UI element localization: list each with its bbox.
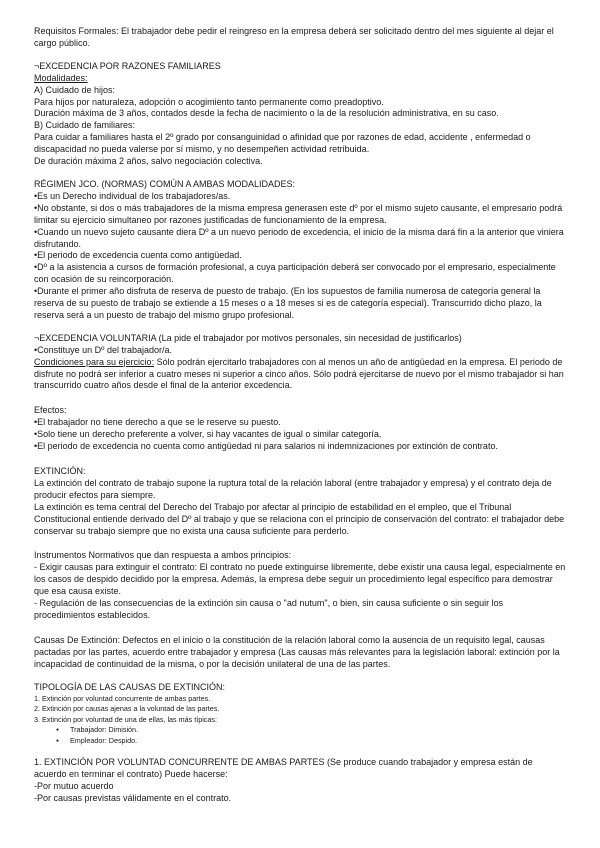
modalidades-heading: Modalidades: [34, 72, 88, 83]
familiares-heading: B) Cuidado de familiares: [34, 120, 136, 131]
tipologia-item: 1. Extinción por voluntad concurrente de ambas partes. [34, 693, 211, 703]
familiares-line-2: De duración máxima 2 años, salvo negociación colectiva. [34, 156, 263, 167]
requisitos-formales: Requisitos Formales: El trabajador debe pedir el reingreso en la empresa deberá ser solicitado dentro del mes siguiente al dejar el cargo público. [34, 26, 554, 48]
regimen-item: •Es un Derecho individual de los trabajadores/as. [34, 190, 231, 201]
section-1-item: -Por causas previstas válidamente en el contrato. [34, 793, 232, 804]
causas-section [34, 635, 566, 671]
regimen-item: •Durante el primer año disfruta de reserva de puesto de trabajo. (En los supuestos de familia numerosa de categoría general la reserva de su puesto de trabajo se extiende a 15 meses o a 18 meses si es de categoría especial). Transcurrido dicho plazo, la reserva será a un puesto de trabajo del mismo grupo profesional. [34, 286, 542, 320]
voluntaria-condiciones [34, 357, 566, 393]
familiares-section [34, 61, 566, 168]
instrumentos-section [34, 550, 566, 621]
hijos-line-2: Duración máxima de 3 años, contados desde la fecha de nacimiento o la de la resolución administrativa, en su caso. [34, 108, 499, 119]
instrumentos-item-1: - Exigir causas para extinguir el contrato: El contrato no puede extinguirse libremente, debe existir una causa legal, especialmente en los casos de despido decidido por la empresa. Además, la empresa debe seguir un procedimiento legal específico para demostrar que esa causa existe. [34, 562, 566, 597]
hijos-line-1: Para hijos por naturaleza, adopción o acogimiento tanto permanente como preadoptivo. [34, 96, 384, 107]
condiciones-label: Condiciones para su ejercicio: [34, 356, 155, 367]
tipologia-item: 2. Extinción por causas ajenas a la voluntad de las partes. [34, 704, 220, 714]
efectos-item: •El trabajador no tiene derecho a que se le reserve su puesto. [34, 417, 281, 428]
regimen-title: RÉGIMEN JCO. (NORMAS) COMÚN A AMBAS MODALIDADES: [34, 178, 296, 189]
tipologia-title: TIPOLOGÍA DE LAS CAUSAS DE EXTINCIÓN: [34, 681, 226, 692]
voluntaria-section [34, 333, 566, 393]
efectos-section [34, 405, 566, 453]
efectos-item: •Solo tiene un derecho preferente a volver, si hay vacantes de igual o similar categoría. [34, 429, 382, 440]
instrumentos-item-2: - Regulación de las consecuencias de la extinción sin causa o "ad nutum", o bien, sin causa suficiente o sin seguir los procedimientos establecidos. [34, 598, 504, 620]
condiciones-text: Sólo podrán ejercitarlo trabajadores con al menos un año de antigüedad en la empresa. El periodo de disfrute no podrá ser inferior a cuatro meses ni superior a cinco años. Sólo podrá ejercitarse de nuevo por el mismo trabajador si han transcurrido cuatro años desde el final de la anterior excedencia. [34, 356, 564, 391]
efectos-item: •El periodo de excedencia no cuenta como antigüedad ni para salarios ni indemnizaciones por extinción de contrato. [34, 441, 498, 452]
regimen-item: •No obstante, si dos o más trabajadores de la misma empresa generasen este dº por el mismo sujeto causante, el empresario podrá limitar su ejercicio simultaneo por razones justificadas de funcionamiento de la empresa. [34, 202, 563, 225]
section-1-title: 1. EXTINCIÓN POR VOLUNTAD CONCURRENTE DE AMBAS PARTES (Se produce cuando trabajador y empresa están de acuerdo en terminar el contrato) Puede hacerse: [34, 757, 533, 780]
regimen-item: •Dº a la asistencia a cursos de formación profesional, a cuya participación deberá ser convocado por el empresario, especialmente con ocasión de su reincorporación. [34, 262, 556, 285]
tipologia-section [34, 682, 566, 747]
extincion-title: EXTINCIÓN: [34, 466, 86, 476]
regimen-item: •Cuando un nuevo sujeto causante diera Dº a un nuevo periodo de excedencia, el inicio de la misma dará fin a la anterior que viniera disfrutando. [34, 226, 564, 249]
section-1-item: -Por mutuo acuerdo [34, 781, 114, 792]
voluntaria-item-1: •Constituye un Dº del trabajador/a. [34, 344, 173, 355]
tipologia-bullet: ● Empleador: Despido. [34, 736, 566, 747]
hijos-heading: A) Cuidado de hijos: [34, 84, 116, 95]
regimen-section [34, 179, 566, 322]
familiares-line-1: Para cuidar a familiares hasta el 2º grado por consanguinidad o afinidad que por razones de edad, accidente , enfermedad o discapacidad no pueda valerse por sí mismo, y no desempeñen actividad retribuida. [34, 132, 531, 155]
regimen-item: •El periodo de excedencia cuenta como antigüedad. [34, 250, 242, 261]
extincion-section [34, 466, 566, 537]
extincion-para-1: La extinción del contrato de trabajo supone la ruptura total de la relación laboral (entre trabajador y empresa) y el contrato deja de producir efectos para siempre. [34, 477, 552, 500]
causas-text: Causas De Extinción: Defectos en el inicio o la constitución de la relación laboral como la ausencia de un requisito legal, causas pactadas por las partes, acuerdo entre trabajador y empresa (Las causas más relevantes para la legislación laboral: extinción por la incapacidad de continuidad de la misma, o por la decisión unilateral de una de las partes. [34, 634, 560, 669]
section-1 [34, 757, 566, 805]
tipologia-item: 3. Extinción por voluntad de una de ellas, las más típicas: [34, 714, 217, 724]
instrumentos-title: Instrumentos Normativos que dan respuesta a ambos principios: [34, 550, 292, 561]
voluntaria-title: ¬EXCEDENCIA VOLUNTARIA (La pide el trabajador por motivos personales, sin necesidad de justificarlos) [34, 332, 462, 343]
familiares-title: ¬EXCEDENCIA POR RAZONES FAMILIARES [34, 60, 221, 71]
efectos-title: Efectos: [34, 405, 67, 416]
extincion-para-2: La extinción es tema central del Derecho del Trabajo por afectar al principio de estabilidad en el empleo, que el Tribunal Constitucional entiende derivado del Dº al trabajo y que se relaciona con el principio de conservación del contrato: el trabajador debe conservar su trabajo siempre que no exista una causa suficiente para perderlo. [34, 501, 565, 536]
tipologia-bullet: ● Trabajador: Dimisión. [34, 725, 566, 736]
document-page [34, 26, 566, 805]
